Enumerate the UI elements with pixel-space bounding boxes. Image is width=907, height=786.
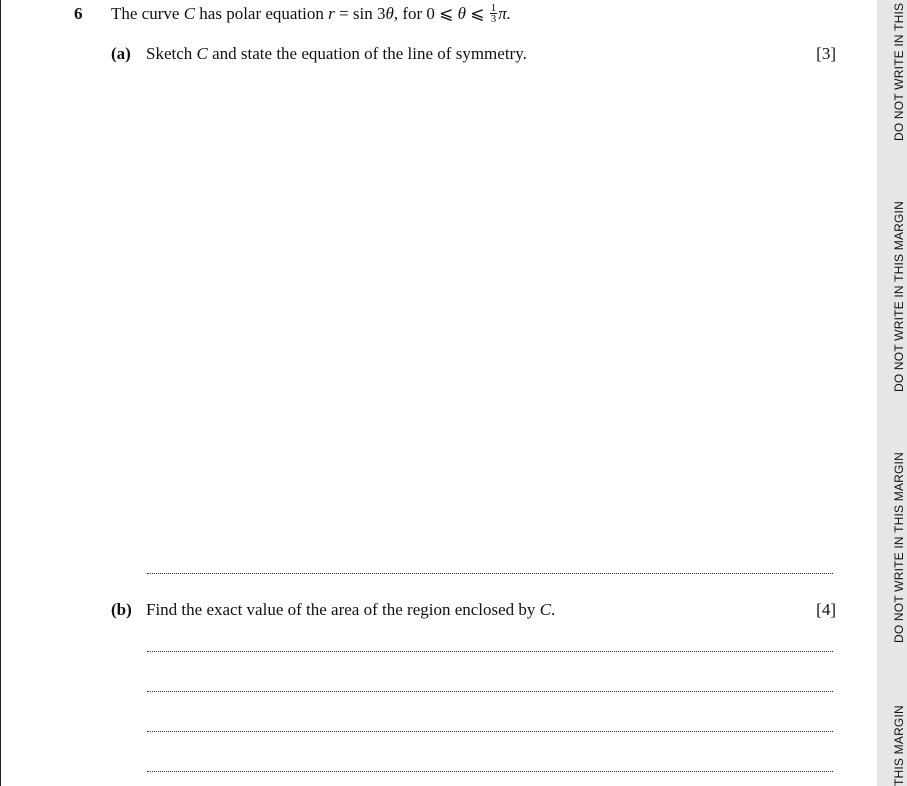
stem-fraction [490,3,498,24]
question-number: 6 [74,4,83,23]
part-b-marks: [4] [816,600,836,619]
stem-mid: has polar equation [195,4,329,23]
part-a-label: (a) [111,44,131,63]
part-b-text-pre: Find the exact value of the area of the region enclosed by [146,600,540,619]
margin-text-3: DO NOT WRITE IN THIS MARGIN [892,452,906,643]
stem-eq: = sin 3 [334,4,386,23]
fraction-denominator: 3 [490,12,497,25]
part-a-marks: [3] [816,44,836,63]
part-a-text-var: C [196,44,208,63]
margin-text-4: THIS MARGIN [892,705,906,786]
stem-range-pre: , for 0 ⩽ [393,4,458,23]
stem-pi: π. [498,4,512,23]
fraction-numerator: 1 [490,1,497,14]
answer-line-b4[interactable] [147,771,833,772]
part-b-text [146,600,555,620]
answer-line-b3[interactable] [147,731,833,732]
margin-text-1: DO NOT WRITE IN THIS [892,2,906,141]
stem-curve: C [183,4,196,23]
part-b-label: (b) [111,600,132,619]
part-a-text-pre: Sketch [146,44,197,63]
part-b-text-var: C [539,600,552,619]
stem-range-mid: ⩽ [466,4,489,23]
answer-line-b1[interactable] [147,651,833,652]
stem-theta-1: θ [385,4,394,23]
sketch-area[interactable] [146,80,836,560]
answer-line-b2[interactable] [147,691,833,692]
part-a-text-post: and state the equation of the line of symmetry. [207,44,527,63]
question-stem [111,1,512,26]
stem-theta-2: θ [457,4,467,23]
left-border [0,0,1,786]
margin-text-2: DO NOT WRITE IN THIS MARGIN [892,201,906,392]
part-a-text [146,44,527,64]
stem-pre: The curve [111,4,184,23]
stem-r: r [328,4,335,23]
answer-line-a[interactable] [147,573,833,574]
part-b-text-post: . [551,600,556,619]
